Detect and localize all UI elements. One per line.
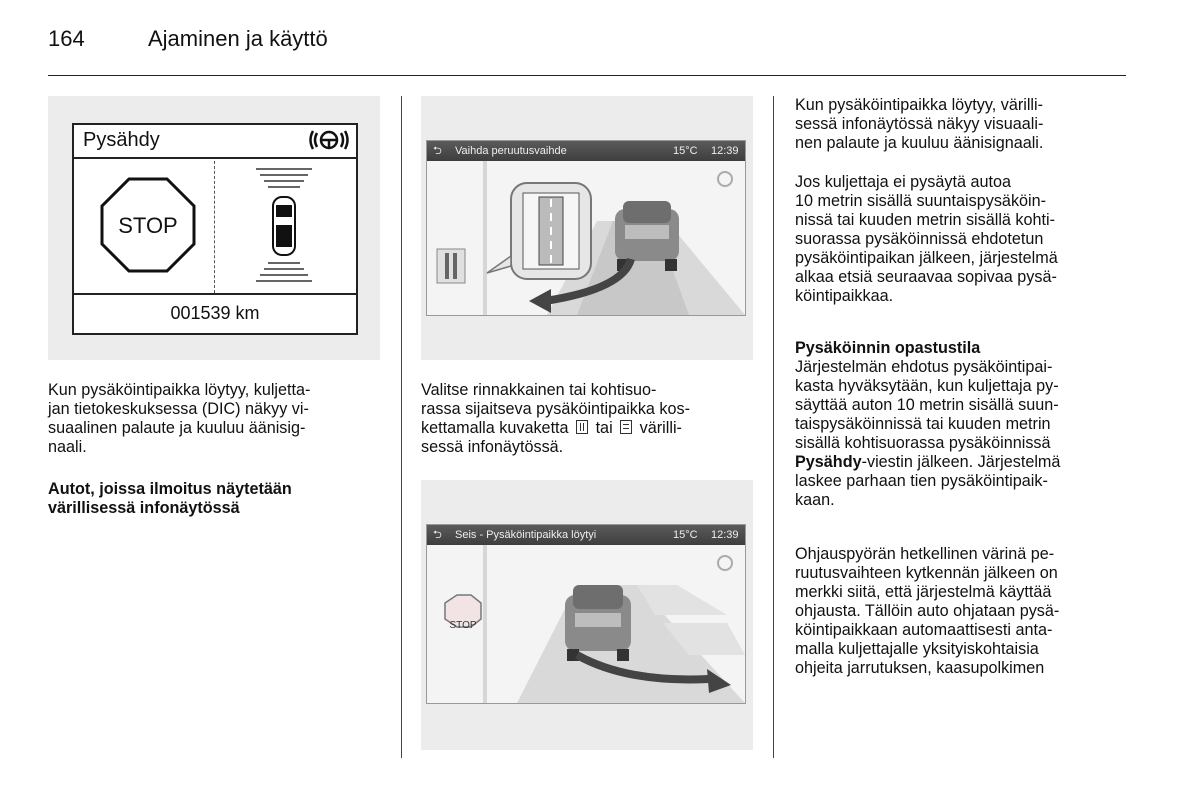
text-line: jan tietokeskuksessa (DIC) näkyy vi-: [48, 400, 309, 418]
infodisplay-screen-1: [426, 140, 746, 316]
col3-paragraph-3: [795, 358, 1060, 510]
col3-paragraph-1: [795, 96, 1043, 153]
text-line: Ohjauspyörän hetkellinen värinä pe-: [795, 545, 1055, 563]
clock: 12:39: [711, 529, 739, 541]
text-line: malla kuljettajalle yksityiskohtaisia: [795, 640, 1039, 658]
header-rule: [48, 75, 1126, 76]
text-segment: kettamalla kuvaketta: [421, 419, 569, 437]
col3-heading: Pysäköinnin opastustila: [795, 339, 981, 357]
temperature: 15°C: [673, 145, 698, 157]
text-line: taispysäköinnissä tai kuuden metrin: [795, 415, 1051, 433]
temperature: 15°C: [673, 529, 698, 541]
text-line: alkaa etsiä seuraavaa sopivaa pysä-: [795, 268, 1057, 286]
text-line: pysäköintipaikan jälkeen, järjestelmä: [795, 249, 1058, 267]
infodisplay-illustration-1: [421, 96, 753, 360]
text-line: sisällä kohtisuorassa pysäköinnissä: [795, 434, 1051, 452]
text-line: Järjestelmän ehdotus pysäköintipai-: [795, 358, 1053, 376]
back-icon[interactable]: ⮌: [433, 529, 442, 541]
text-line: kaan.: [795, 491, 835, 509]
col3-paragraph-4: [795, 545, 1059, 678]
text-line: suaalinen palaute ja kuuluu äänisig-: [48, 419, 306, 437]
dic-divider: [214, 161, 215, 293]
text-segment: tai: [595, 419, 613, 437]
text-line: Kun pysäköintipaikka löytyy, kuljetta-: [48, 381, 311, 399]
parallel-parking-icon: [576, 420, 588, 434]
text-line: 10 metrin sisällä suuntaispysäköin-: [795, 192, 1047, 210]
back-icon[interactable]: ⮌: [433, 145, 442, 157]
dic-title: Pysähdy: [83, 129, 160, 151]
steering-wheel-warning-icon: [306, 127, 352, 158]
screen-top-bar: [427, 525, 745, 545]
text-line: [795, 453, 1060, 472]
text-line: ohjausta. Tällöin auto ohjataan pysä-: [795, 602, 1060, 620]
column-separator-1: [401, 96, 402, 758]
column-separator-2: [773, 96, 774, 758]
text-line: köintipaikkaan automaattisesti anta-: [795, 621, 1053, 639]
dic-title-rule: [74, 157, 356, 159]
stop-sign-text: STOP: [118, 213, 178, 238]
text-line: sessä infonäytössä.: [421, 438, 564, 456]
text-line: nissä tai kuuden metrin sisällä kohti-: [795, 211, 1056, 229]
text-line: Valitse rinnakkainen tai kohtisuo-: [421, 381, 657, 399]
inline-bold: Pysähdy: [795, 453, 862, 471]
stop-sign-icon: [100, 177, 196, 278]
clock: 12:39: [711, 145, 739, 157]
text-line: naali.: [48, 438, 87, 456]
text-segment: -viestin jälkeen. Järjestelmä: [861, 453, 1061, 471]
text-line: köintipaikkaa.: [795, 287, 894, 305]
heading-line: värillisessä infonäytössä: [48, 499, 240, 517]
chapter-title: Ajaminen ja käyttö: [148, 26, 328, 51]
odometer-readout: 001539 km: [170, 303, 260, 323]
col1-heading: [48, 480, 292, 518]
col1-paragraph-1: [48, 381, 310, 457]
dic-illustration: [48, 96, 380, 360]
text-segment: värilli-: [639, 419, 682, 437]
parking-scene-1: [427, 161, 745, 315]
perpendicular-parking-icon: [620, 420, 632, 434]
text-line: sessä infonäytössä näkyy visuaali-: [795, 115, 1044, 133]
text-line: suorassa pysäköinnissä ehdotetun: [795, 230, 1044, 248]
infodisplay-illustration-2: [421, 480, 753, 750]
col2-paragraph-1: [421, 381, 690, 457]
dic-display: [72, 123, 358, 335]
text-line: ohjeita jarrutuksen, kaasupolkimen: [795, 659, 1045, 677]
screen-top-bar: [427, 141, 745, 161]
text-line: merkki siitä, että järjestelmä käyttää: [795, 583, 1052, 601]
text-line: ruutusvaihteen kytkennän jälkeen on: [795, 564, 1058, 582]
stop-sign-text: STOP: [449, 620, 477, 631]
screen-title: Seis - Pysäköintipaikka löytyi: [455, 529, 597, 541]
text-line: Jos kuljettaja ei pysäytä autoa: [795, 173, 1011, 191]
text-line-with-icons: [421, 419, 690, 438]
screen-title: Vaihda peruutusvaihde: [455, 145, 567, 157]
text-line: Kun pysäköintipaikka löytyy, värilli-: [795, 96, 1044, 114]
text-line: säyttää auton 10 metrin sisällä suun-: [795, 396, 1059, 414]
car-sensor-icon: [246, 163, 322, 298]
text-line: kasta hyväksytään, kun kuljettaja py-: [795, 377, 1059, 395]
col3-paragraph-2: [795, 173, 1058, 306]
text-line: nen palaute ja kuuluu äänisignaali.: [795, 134, 1044, 152]
dic-odometer-rule: [74, 293, 356, 295]
text-line: rassa sijaitseva pysäköintipaikka kos-: [421, 400, 691, 418]
heading-line: Autot, joissa ilmoitus näytetään: [48, 480, 292, 498]
infodisplay-screen-2: [426, 524, 746, 704]
text-line: laskee parhaan tien pysäköintipaik-: [795, 472, 1048, 490]
page-number: 164: [48, 26, 85, 51]
